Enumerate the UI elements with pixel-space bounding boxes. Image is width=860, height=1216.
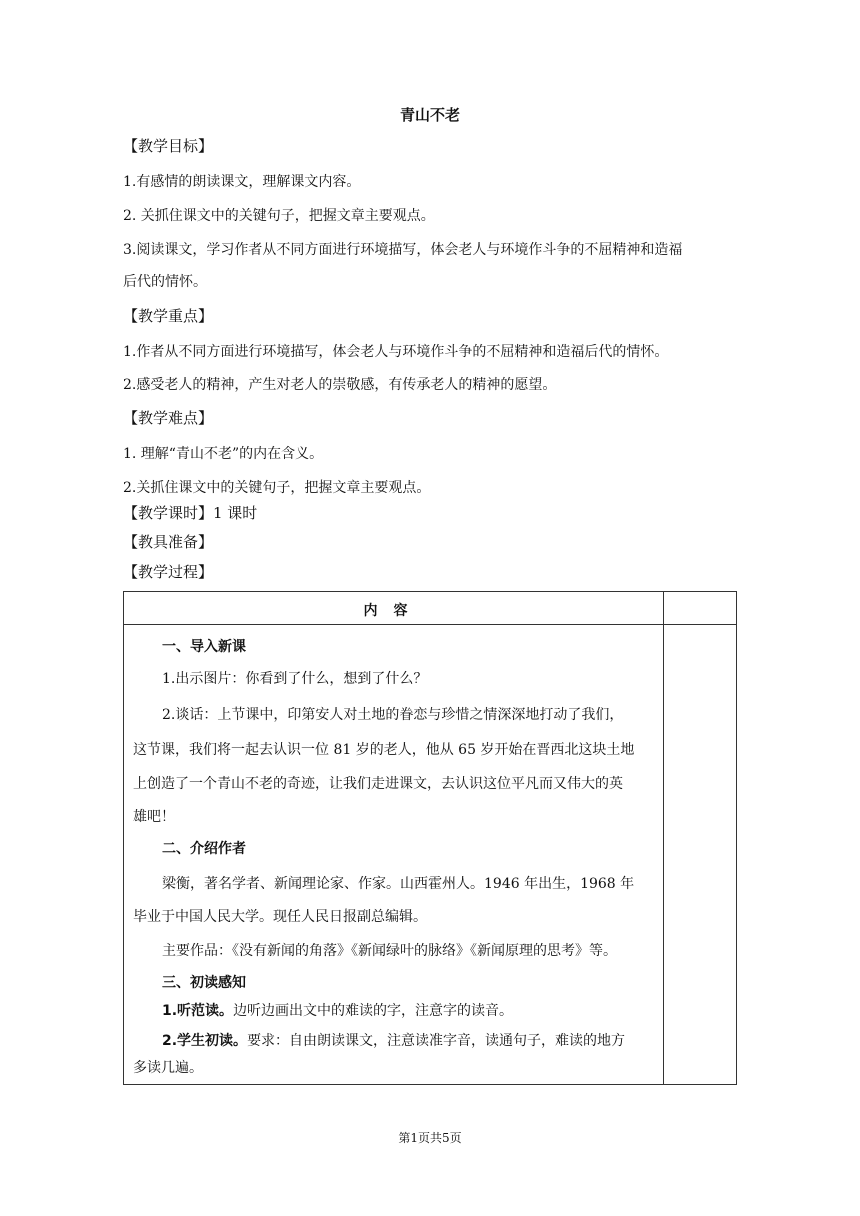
document-title: 青山不老 xyxy=(399,106,460,124)
key-point-1: 1.作者从不同方面进行环境描写，体会老人与环境作斗争的不屈精神和造福后代的情怀。 xyxy=(123,344,669,360)
s3-item-2 xyxy=(162,1030,625,1050)
page-footer: 第1页共5页 xyxy=(398,1131,462,1145)
goal-item-2: 2. 关抓住课文中的关键句子，把握文章主要观点。 xyxy=(123,208,435,224)
difficulty-2: 2.关抓住课文中的关键句子，把握文章主要观点。 xyxy=(123,480,431,496)
process-table xyxy=(123,591,737,1085)
s3-item-2-label: 2.学生初读。 xyxy=(162,1033,248,1049)
s1-line-3: 这节课，我们将一起去认识一位 81 岁的老人，他从 65 岁开始在晋西北这块土地 xyxy=(133,742,635,758)
key-point-2: 2.感受老人的精神，产生对老人的崇敬感，有传承老人的精神的愿望。 xyxy=(123,377,557,393)
table-header-divider xyxy=(124,624,736,625)
table-column-divider xyxy=(663,592,664,1084)
section1-title: 一、导入新课 xyxy=(162,639,246,655)
process-heading: 【教学过程】 xyxy=(123,563,214,581)
hours-line: 【教学课时】1 课时 xyxy=(123,504,258,522)
goal-item-3-cont: 后代的情怀。 xyxy=(123,274,207,290)
s1-line-1: 1.出示图片：你看到了什么，想到了什么？ xyxy=(162,671,428,687)
difficulties-heading: 【教学难点】 xyxy=(123,409,214,427)
section3-title: 三、初读感知 xyxy=(162,975,246,991)
s1-line-2: 2.谈话：上节课中，印第安人对土地的眷恋与珍惜之情深深地打动了我们， xyxy=(162,707,624,723)
s1-line-5: 雄吧！ xyxy=(133,809,175,825)
s2-line-2: 毕业于中国人民大学。现任人民日报副总编辑。 xyxy=(133,909,427,925)
goal-item-3: 3.阅读课文，学习作者从不同方面进行环境描写，体会老人与环境作斗争的不屈精神和造福 xyxy=(123,242,683,258)
difficulty-1: 1. 理解“青山不老”的内在含义。 xyxy=(123,446,324,462)
s2-line-1: 梁衡，著名学者、新闻理论家、作家。山西霍州人。1946 年出生，1968 年 xyxy=(162,876,635,892)
section2-title: 二、介绍作者 xyxy=(162,841,246,857)
s1-line-4: 上创造了一个青山不老的奇迹，让我们走进课文，去认识这位平凡而又伟大的英 xyxy=(133,776,623,792)
s2-line-3: 主要作品：《没有新闻的角落》《新闻绿叶的脉络》《新闻原理的思考》等。 xyxy=(162,943,617,959)
table-header-content: 内容 xyxy=(363,603,424,619)
s3-item-1-text: 边听边画出文中的难读的字，注意字的读音。 xyxy=(233,1003,514,1019)
goals-heading: 【教学目标】 xyxy=(123,137,214,155)
s3-item-2-cont: 多读几遍。 xyxy=(133,1060,203,1076)
key-points-heading: 【教学重点】 xyxy=(123,307,214,325)
s3-item-1 xyxy=(162,1000,513,1020)
tools-heading: 【教具准备】 xyxy=(123,533,214,551)
goal-item-1: 1.有感情的朗读课文，理解课文内容。 xyxy=(123,174,361,190)
s3-item-1-label: 1.听范读。 xyxy=(162,1003,234,1019)
s3-item-2-text: 要求：自由朗读课文，注意读准字音，读通句子，难读的地方 xyxy=(247,1033,626,1049)
